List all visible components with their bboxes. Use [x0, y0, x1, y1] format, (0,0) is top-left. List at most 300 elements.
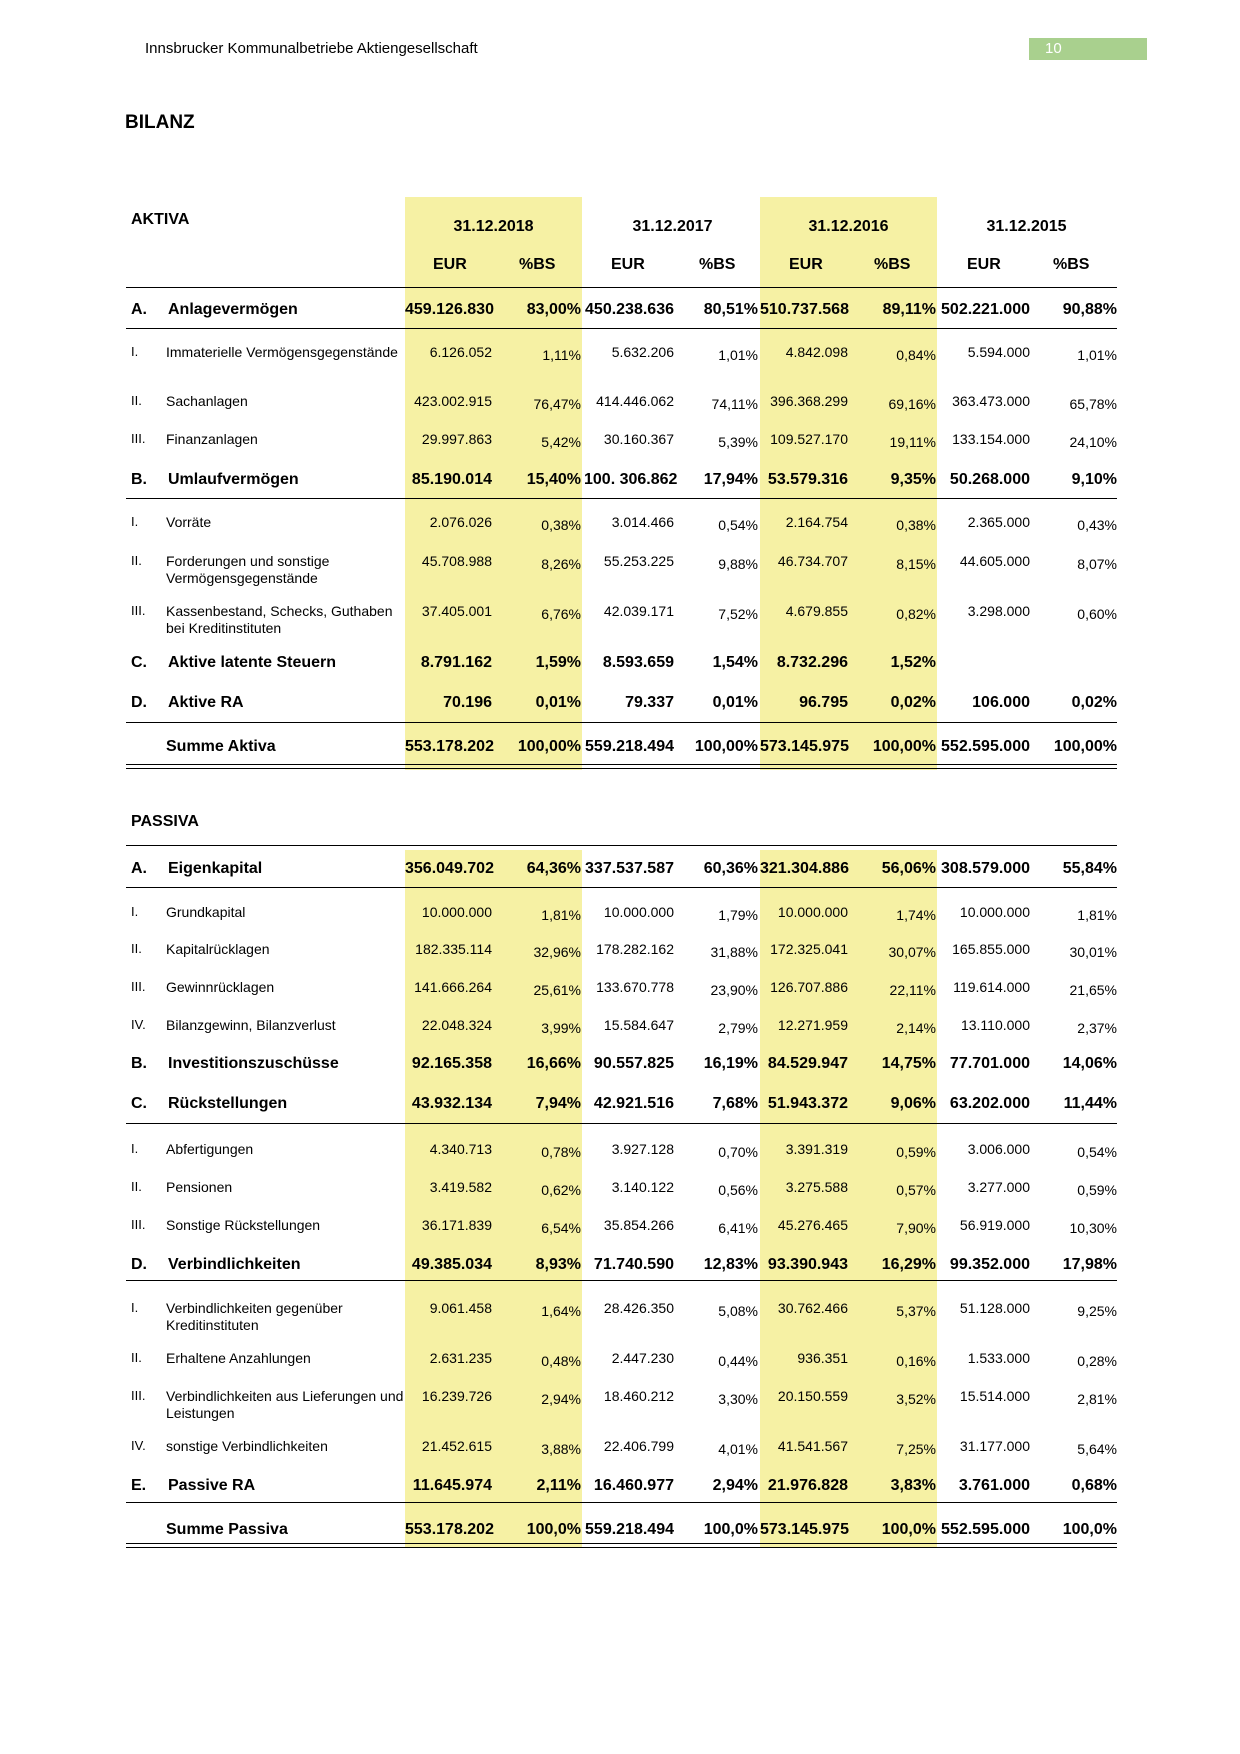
value-eur-2018: 21.452.615 [421, 1438, 492, 1454]
value-pct-2018: 0,01% [535, 694, 581, 711]
value-eur-2016: 51.943.372 [767, 1095, 848, 1112]
value-pct-2018: 0,62% [541, 1182, 581, 1198]
value-eur-2018: 3.419.582 [429, 1179, 492, 1195]
row-label: Kassenbestand, Schecks, Guthaben bei Kreditinstituten [166, 603, 393, 636]
value-eur-2015: 13.110.000 [960, 1017, 1030, 1033]
row-code: I. [131, 904, 139, 919]
value-pct-2018: 83,00% [526, 301, 581, 318]
value-eur-2018: 8.791.162 [420, 654, 492, 671]
value-eur-2017: 30.160.367 [603, 431, 674, 447]
value-eur-2017: 414.446.062 [596, 393, 674, 409]
value-pct-2016: 3,83% [890, 1477, 936, 1494]
value-eur-2017: 8.593.659 [602, 654, 674, 671]
value-pct-2017: 7,52% [718, 606, 758, 622]
year-header-2018: 31.12.2018 [453, 218, 534, 235]
value-eur-2015: 50.268.000 [949, 471, 1030, 488]
value-eur-2015: 44.605.000 [959, 553, 1030, 569]
value-eur-2015: 3.277.000 [967, 1179, 1030, 1195]
row-code: III. [131, 979, 146, 994]
value-eur-2017: 16.460.977 [593, 1477, 674, 1494]
value-pct-2016: 30,07% [888, 944, 936, 960]
value-eur-2018: 553.178.202 [405, 1521, 494, 1538]
value-eur-2018: 85.190.014 [411, 471, 492, 488]
value-eur-2015: 77.701.000 [949, 1055, 1030, 1072]
value-eur-2016: 573.145.975 [760, 1521, 849, 1538]
value-pct-2017: 16,19% [703, 1055, 758, 1072]
value-pct-2015: 10,30% [1069, 1220, 1117, 1236]
row-code: II. [131, 941, 142, 956]
value-eur-2017: 178.282.162 [596, 941, 674, 957]
divider-summe-aktiva [126, 764, 1117, 769]
row-label: Sonstige Rückstellungen [166, 1217, 321, 1233]
value-pct-2016: 22,11% [889, 982, 936, 998]
value-pct-2015: 0,59% [1077, 1182, 1117, 1198]
value-eur-2018: 459.126.830 [405, 301, 494, 318]
value-pct-2015: 0,43% [1077, 517, 1117, 533]
value-eur-2017: 90.557.825 [593, 1055, 674, 1072]
divider-a [126, 328, 1117, 329]
value-pct-2018: 76,47% [533, 396, 581, 412]
value-eur-2015: 15.514.000 [959, 1388, 1030, 1404]
row-code: A. [131, 301, 147, 318]
value-pct-2016: 0,59% [896, 1144, 936, 1160]
row-label: Rückstellungen [168, 1095, 288, 1112]
value-pct-2018: 100,00% [517, 738, 581, 755]
value-pct-2016: 14,75% [881, 1055, 936, 1072]
value-eur-2017: 559.218.494 [585, 738, 674, 755]
value-pct-2017: 5,39% [718, 434, 758, 450]
value-pct-2018: 1,59% [535, 654, 581, 671]
value-pct-2018: 3,88% [541, 1441, 581, 1457]
row-code: D. [131, 694, 147, 711]
value-pct-2016: 0,57% [896, 1182, 936, 1198]
divider-d [126, 722, 1117, 723]
value-pct-2015: 21,65% [1069, 982, 1117, 998]
value-pct-2016: 0,84% [896, 347, 936, 363]
value-pct-2018: 6,76% [541, 606, 581, 622]
value-pct-2017: 31,88% [710, 944, 758, 960]
value-eur-2018: 2.631.235 [429, 1350, 492, 1366]
value-pct-2015: 100,0% [1062, 1521, 1117, 1538]
value-pct-2018: 1,81% [541, 907, 581, 923]
value-eur-2015: 3.006.000 [967, 1141, 1030, 1157]
value-eur-2016: 8.732.296 [776, 654, 848, 671]
value-pct-2016: 19,11% [889, 434, 936, 450]
value-pct-2017: 0,54% [718, 517, 758, 533]
value-eur-2018: 16.239.726 [421, 1388, 492, 1404]
value-eur-2017: 15.584.647 [603, 1017, 674, 1033]
row-label: Verbindlichkeiten gegenüber Kreditinstituten [166, 1300, 343, 1333]
value-pct-2017: 80,51% [703, 301, 758, 318]
value-eur-2016: 172.325.041 [770, 941, 848, 957]
value-pct-2018: 32,96% [533, 944, 581, 960]
value-pct-2016: 5,37% [896, 1303, 936, 1319]
value-eur-2015: 308.579.000 [941, 860, 1030, 877]
row-code: IV. [131, 1017, 146, 1032]
row-code: II. [131, 1350, 142, 1365]
value-pct-2015: 24,10% [1069, 434, 1117, 450]
value-pct-2016: 3,52% [896, 1391, 936, 1407]
row-label: Finanzanlagen [166, 431, 258, 447]
value-eur-2015: 363.473.000 [952, 393, 1030, 409]
row-label: Kapitalrücklagen [166, 941, 270, 957]
row-label: Vorräte [166, 514, 212, 530]
value-pct-2016: 0,16% [896, 1353, 936, 1369]
value-eur-2016: 41.541.567 [777, 1438, 848, 1454]
value-eur-2017: 100. 306.862 [584, 471, 678, 488]
value-eur-2015: 5.594.000 [967, 344, 1030, 360]
row-code: II. [131, 393, 142, 408]
value-pct-2017: 12,83% [703, 1256, 758, 1273]
value-pct-2017: 17,94% [703, 471, 758, 488]
value-eur-2018: 29.997.863 [421, 431, 492, 447]
value-pct-2017: 1,01% [718, 347, 758, 363]
row-code: C. [131, 1095, 147, 1112]
value-eur-2015: 2.365.000 [967, 514, 1030, 530]
row-code: II. [131, 553, 142, 568]
row-label: Verbindlichkeiten aus Lieferungen und Leistungen [166, 1388, 404, 1421]
value-eur-2018: 182.335.114 [415, 941, 492, 957]
value-pct-2015: 100,00% [1053, 738, 1117, 755]
row-label: sonstige Verbindlichkeiten [166, 1438, 328, 1454]
value-pct-2017: 3,30% [718, 1391, 758, 1407]
value-eur-2018: 4.340.713 [429, 1141, 492, 1157]
value-eur-2016: 46.734.707 [777, 553, 848, 569]
row-code: D. [131, 1256, 147, 1273]
value-eur-2016: 936.351 [797, 1350, 848, 1366]
col-pct-2018: %BS [519, 256, 556, 273]
value-pct-2015: 0,28% [1077, 1353, 1117, 1369]
value-pct-2018: 25,61% [533, 982, 581, 998]
row-label: Passive RA [168, 1477, 256, 1494]
value-pct-2018: 5,42% [541, 434, 581, 450]
divider-rueckstellungen [126, 1123, 1117, 1124]
value-pct-2016: 0,02% [890, 694, 936, 711]
value-pct-2016: 1,52% [890, 654, 936, 671]
value-pct-2017: 0,70% [718, 1144, 758, 1160]
year-header-2017: 31.12.2017 [632, 218, 713, 235]
value-eur-2015: 31.177.000 [959, 1438, 1030, 1454]
value-pct-2015: 11,44% [1063, 1095, 1117, 1112]
row-code: I. [131, 1141, 139, 1156]
value-pct-2015: 8,07% [1077, 556, 1117, 572]
value-pct-2016: 7,25% [896, 1441, 936, 1457]
value-eur-2015: 56.919.000 [959, 1217, 1030, 1233]
value-pct-2015: 55,84% [1062, 860, 1117, 877]
row-label: Bilanzgewinn, Bilanzverlust [166, 1017, 336, 1033]
value-pct-2015: 9,10% [1071, 471, 1117, 488]
value-eur-2015: 51.128.000 [959, 1300, 1030, 1316]
value-eur-2017: 18.460.212 [603, 1388, 674, 1404]
value-pct-2017: 2,79% [718, 1020, 758, 1036]
row-label: Gewinnrücklagen [166, 979, 275, 995]
value-pct-2017: 2,94% [712, 1477, 758, 1494]
value-eur-2015: 133.154.000 [952, 431, 1030, 447]
value-eur-2016: 21.976.828 [767, 1477, 848, 1494]
value-eur-2015: 99.352.000 [949, 1256, 1030, 1273]
row-code: III. [131, 1217, 146, 1232]
col-eur-2018: EUR [433, 256, 467, 273]
value-pct-2015: 0,02% [1071, 694, 1117, 711]
row-code: III. [131, 603, 146, 618]
value-pct-2015: 65,78% [1069, 396, 1117, 412]
value-eur-2017: 559.218.494 [585, 1521, 674, 1538]
value-pct-2015: 0,54% [1077, 1144, 1117, 1160]
value-pct-2018: 6,54% [541, 1220, 581, 1236]
value-eur-2016: 321.304.886 [760, 860, 849, 877]
row-label: Summe Passiva [166, 1521, 288, 1538]
divider-verbindlichkeiten [126, 1280, 1117, 1281]
value-eur-2015: 552.595.000 [941, 1521, 1030, 1538]
passiva-section-label: PASSIVA [131, 813, 199, 830]
row-label: Eigenkapital [168, 860, 263, 877]
value-eur-2015: 3.761.000 [958, 1477, 1030, 1494]
value-eur-2016: 45.276.465 [777, 1217, 848, 1233]
value-pct-2016: 0,82% [896, 606, 936, 622]
value-eur-2017: 71.740.590 [593, 1256, 674, 1273]
value-eur-2015: 165.855.000 [952, 941, 1030, 957]
value-eur-2017: 5.632.206 [611, 344, 674, 360]
value-pct-2017: 23,90% [710, 982, 758, 998]
row-label: Umlaufvermögen [168, 471, 299, 488]
value-eur-2017: 450.238.636 [585, 301, 674, 318]
row-code: IV. [131, 1438, 146, 1453]
value-pct-2018: 7,94% [535, 1095, 581, 1112]
value-eur-2015: 3.298.000 [967, 603, 1030, 619]
value-pct-2016: 100,0% [881, 1521, 936, 1538]
value-eur-2016: 53.579.316 [767, 471, 848, 488]
value-pct-2016: 56,06% [881, 860, 936, 877]
row-label: Forderungen und sonstige Vermögensgegenstände [166, 553, 330, 586]
value-pct-2015: 9,25% [1077, 1303, 1117, 1319]
value-pct-2016: 16,29% [881, 1256, 936, 1273]
value-pct-2016: 100,00% [872, 738, 936, 755]
row-code: III. [131, 431, 146, 446]
value-eur-2016: 93.390.943 [767, 1256, 848, 1273]
row-code: B. [131, 471, 147, 488]
value-eur-2018: 49.385.034 [411, 1256, 492, 1273]
value-pct-2015: 1,01% [1077, 347, 1117, 363]
value-eur-2017: 2.447.230 [611, 1350, 674, 1366]
value-eur-2017: 79.337 [625, 694, 674, 711]
value-eur-2015: 106.000 [972, 694, 1030, 711]
row-code: I. [131, 1300, 139, 1315]
col-pct-2017: %BS [699, 256, 736, 273]
value-eur-2017: 3.927.128 [611, 1141, 674, 1157]
value-eur-2017: 3.140.122 [611, 1179, 674, 1195]
row-label: Verbindlichkeiten [168, 1256, 301, 1273]
divider-summe-passiva [126, 1543, 1117, 1548]
col-eur-2017: EUR [611, 256, 645, 273]
value-pct-2017: 9,88% [718, 556, 758, 572]
value-pct-2018: 2,94% [541, 1391, 581, 1407]
value-eur-2017: 55.253.225 [603, 553, 674, 569]
value-eur-2015: 119.614.000 [953, 979, 1030, 995]
row-code: I. [131, 514, 139, 529]
value-eur-2015: 10.000.000 [959, 904, 1030, 920]
value-eur-2017: 42.039.171 [603, 603, 674, 619]
value-pct-2018: 8,26% [541, 556, 581, 572]
value-pct-2015: 30,01% [1069, 944, 1117, 960]
value-eur-2017: 22.406.799 [603, 1438, 674, 1454]
value-eur-2018: 22.048.324 [421, 1017, 492, 1033]
value-pct-2016: 8,15% [896, 556, 936, 572]
value-pct-2015: 2,81% [1077, 1391, 1117, 1407]
value-eur-2016: 573.145.975 [760, 738, 849, 755]
value-pct-2018: 15,40% [526, 471, 581, 488]
value-pct-2016: 9,06% [890, 1095, 936, 1112]
value-pct-2017: 6,41% [718, 1220, 758, 1236]
divider-header [126, 287, 1117, 288]
value-eur-2015: 1.533.000 [967, 1350, 1030, 1366]
value-eur-2017: 337.537.587 [585, 860, 674, 877]
row-label: Grundkapital [166, 904, 246, 920]
value-eur-2015: 552.595.000 [941, 738, 1030, 755]
value-eur-2016: 20.150.559 [777, 1388, 848, 1404]
value-pct-2017: 7,68% [712, 1095, 758, 1112]
value-pct-2015: 90,88% [1062, 301, 1117, 318]
row-label: Aktive latente Steuern [168, 654, 337, 671]
value-eur-2018: 36.171.839 [421, 1217, 492, 1233]
year-header-2015: 31.12.2015 [986, 218, 1067, 235]
value-eur-2016: 4.679.855 [785, 603, 848, 619]
page-title: BILANZ [125, 112, 195, 133]
row-label: Pensionen [166, 1179, 233, 1195]
value-pct-2018: 8,93% [535, 1256, 581, 1273]
row-label: Immaterielle Vermögensgegenstände [166, 344, 398, 360]
value-pct-2017: 1,54% [712, 654, 758, 671]
value-eur-2018: 11.645.974 [412, 1477, 492, 1494]
value-eur-2017: 133.670.778 [596, 979, 674, 995]
divider-passive-ra [126, 1502, 1117, 1503]
value-pct-2018: 100,0% [526, 1521, 581, 1538]
value-pct-2018: 3,99% [541, 1020, 581, 1036]
row-label: Investitionszuschüsse [168, 1055, 339, 1072]
value-pct-2017: 0,44% [718, 1353, 758, 1369]
value-pct-2016: 89,11% [882, 301, 936, 318]
value-eur-2017: 10.000.000 [603, 904, 674, 920]
value-eur-2018: 70.196 [443, 694, 492, 711]
value-eur-2016: 109.527.170 [770, 431, 848, 447]
value-eur-2016: 126.707.886 [770, 979, 848, 995]
value-eur-2016: 84.529.947 [767, 1055, 848, 1072]
value-pct-2015: 0,68% [1071, 1477, 1117, 1494]
row-label: Sachanlagen [166, 393, 248, 409]
header-company-name: Innsbrucker Kommunalbetriebe Aktiengesellschaft [145, 40, 478, 57]
value-eur-2016: 30.762.466 [777, 1300, 848, 1316]
value-eur-2016: 4.842.098 [785, 344, 848, 360]
row-label: Abfertigungen [166, 1141, 254, 1157]
row-code: C. [131, 654, 147, 671]
value-pct-2018: 16,66% [526, 1055, 581, 1072]
row-code: E. [131, 1477, 147, 1494]
col-pct-2016: %BS [874, 256, 911, 273]
value-pct-2016: 2,14% [896, 1020, 936, 1036]
value-eur-2018: 141.666.264 [414, 979, 492, 995]
row-code: II. [131, 1179, 142, 1194]
row-label: Erhaltene Anzahlungen [166, 1350, 311, 1366]
value-pct-2018: 1,11% [542, 347, 581, 363]
value-pct-2018: 64,36% [526, 860, 581, 877]
row-label: Anlagevermögen [168, 301, 298, 318]
row-code: A. [131, 860, 147, 877]
value-pct-2017: 74,11% [711, 396, 758, 412]
value-pct-2015: 2,37% [1077, 1020, 1117, 1036]
value-eur-2018: 356.049.702 [405, 860, 494, 877]
row-label: Summe Aktiva [166, 738, 276, 755]
value-pct-2017: 5,08% [718, 1303, 758, 1319]
divider-eigenkapital [126, 887, 1117, 888]
row-code: B. [131, 1055, 147, 1072]
value-eur-2018: 9.061.458 [429, 1300, 492, 1316]
value-pct-2015: 17,98% [1062, 1256, 1117, 1273]
value-pct-2016: 69,16% [888, 396, 936, 412]
col-pct-2015: %BS [1053, 256, 1090, 273]
value-pct-2018: 0,48% [541, 1353, 581, 1369]
col-eur-2016: EUR [789, 256, 823, 273]
value-pct-2017: 1,79% [718, 907, 758, 923]
value-eur-2016: 3.275.588 [785, 1179, 848, 1195]
value-eur-2016: 396.368.299 [770, 393, 848, 409]
value-pct-2016: 7,90% [896, 1220, 936, 1236]
value-eur-2018: 43.932.134 [411, 1095, 492, 1112]
value-pct-2018: 0,78% [541, 1144, 581, 1160]
value-eur-2016: 12.271.959 [777, 1017, 848, 1033]
value-pct-2017: 100,00% [694, 738, 758, 755]
value-eur-2018: 6.126.052 [429, 344, 492, 360]
year-header-2016: 31.12.2016 [808, 218, 889, 235]
value-pct-2018: 1,64% [541, 1303, 581, 1319]
value-pct-2017: 4,01% [718, 1441, 758, 1457]
value-pct-2017: 0,56% [718, 1182, 758, 1198]
value-pct-2016: 1,74% [896, 907, 936, 923]
value-eur-2016: 96.795 [799, 694, 848, 711]
value-eur-2018: 45.708.988 [421, 553, 492, 569]
divider-passiva-header [126, 845, 1117, 846]
value-pct-2018: 0,38% [541, 517, 581, 533]
value-eur-2018: 10.000.000 [421, 904, 492, 920]
value-pct-2017: 0,01% [712, 694, 758, 711]
value-eur-2015: 63.202.000 [949, 1095, 1030, 1112]
value-eur-2016: 2.164.754 [785, 514, 848, 530]
value-pct-2015: 1,81% [1077, 907, 1117, 923]
value-eur-2016: 510.737.568 [760, 301, 849, 318]
value-pct-2015: 14,06% [1062, 1055, 1117, 1072]
row-code: III. [131, 1388, 146, 1403]
value-eur-2018: 553.178.202 [405, 738, 494, 755]
aktiva-section-label: AKTIVA [131, 211, 190, 228]
value-pct-2017: 60,36% [703, 860, 758, 877]
value-pct-2015: 0,60% [1077, 606, 1117, 622]
value-eur-2015: 502.221.000 [941, 301, 1030, 318]
value-eur-2017: 3.014.466 [611, 514, 674, 530]
row-code: I. [131, 344, 139, 359]
value-eur-2016: 10.000.000 [777, 904, 848, 920]
value-eur-2018: 423.002.915 [414, 393, 492, 409]
value-eur-2018: 2.076.026 [429, 514, 492, 530]
page-number: 10 [1029, 38, 1147, 60]
value-eur-2017: 28.426.350 [603, 1300, 674, 1316]
value-eur-2018: 92.165.358 [411, 1055, 492, 1072]
value-eur-2018: 37.405.001 [421, 603, 492, 619]
value-pct-2017: 100,0% [703, 1521, 758, 1538]
value-pct-2016: 9,35% [890, 471, 936, 488]
value-pct-2018: 2,11% [536, 1477, 581, 1494]
row-label: Aktive RA [168, 694, 244, 711]
value-pct-2016: 0,38% [896, 517, 936, 533]
value-pct-2015: 5,64% [1077, 1441, 1117, 1457]
value-eur-2017: 42.921.516 [593, 1095, 674, 1112]
